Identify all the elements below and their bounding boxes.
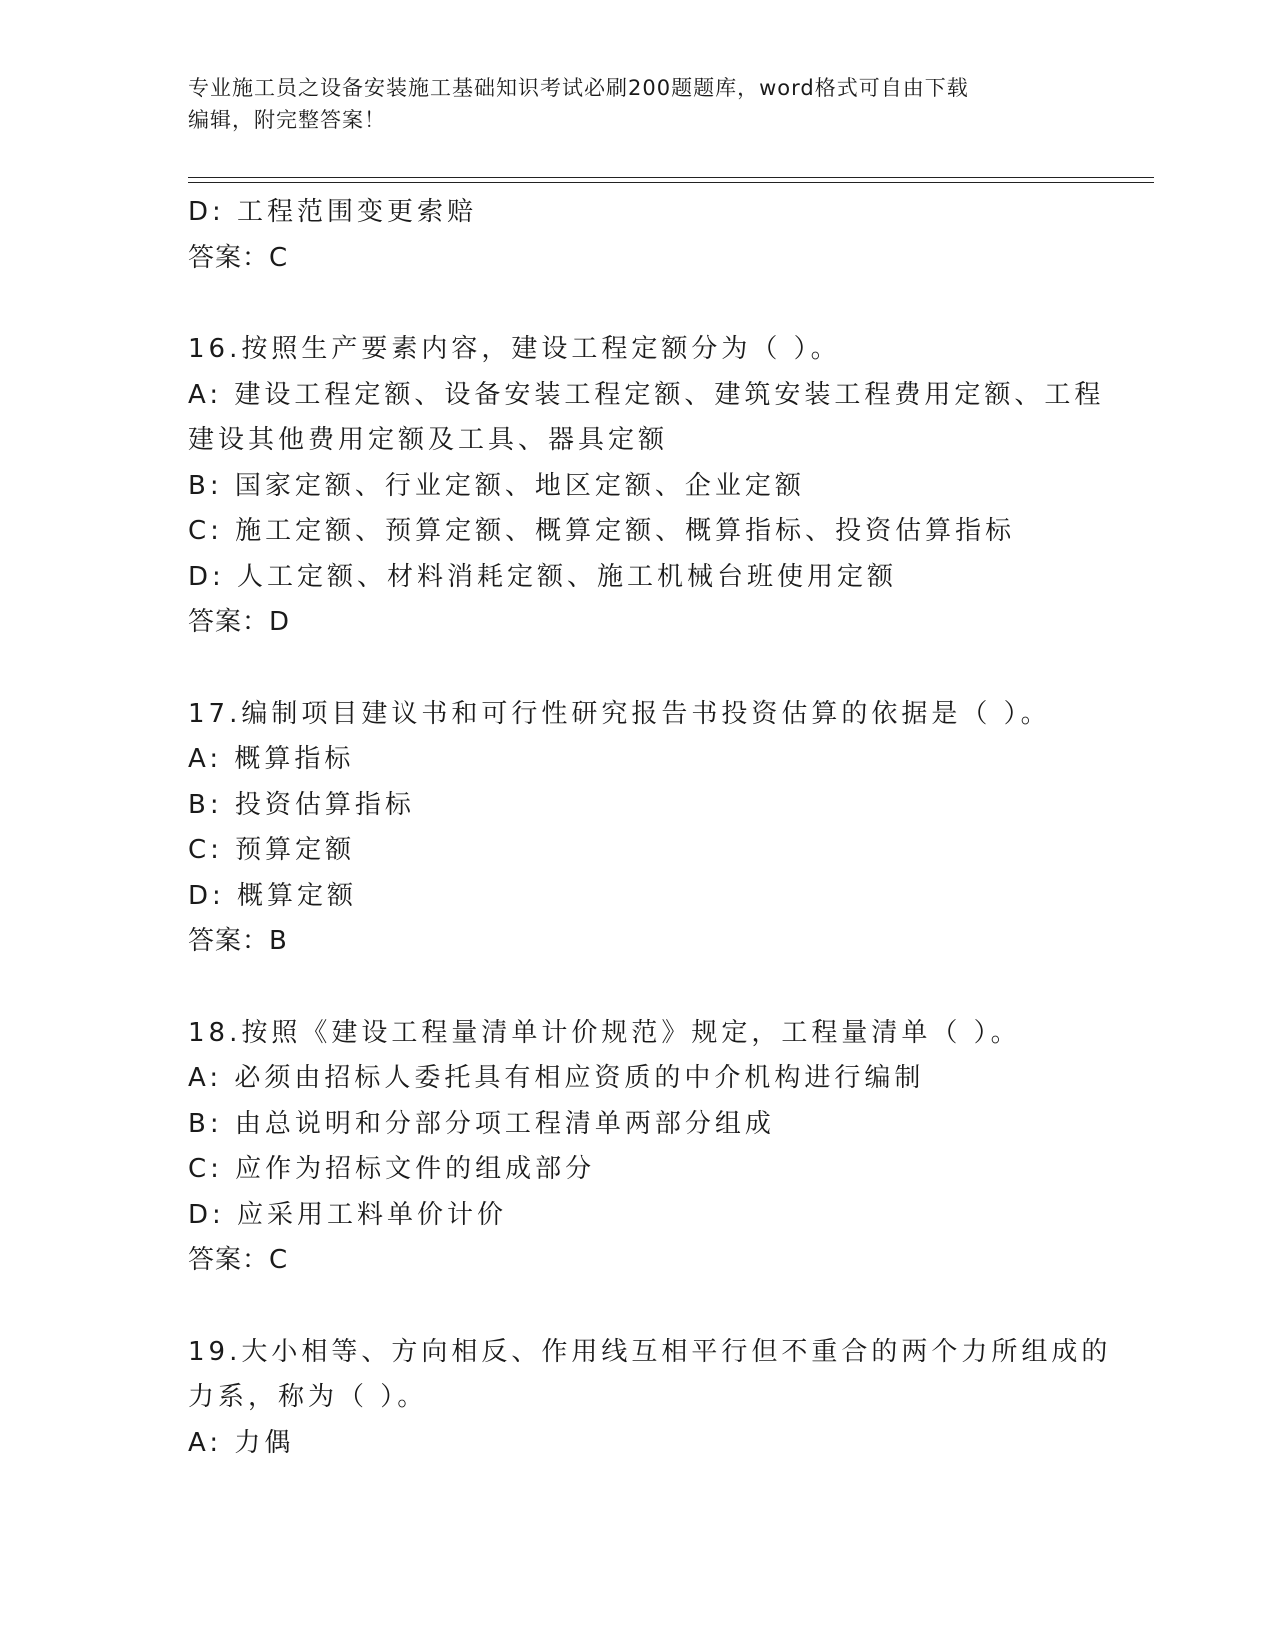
spacer [188, 1284, 1088, 1330]
question-stem-continued: 力系，称为（ ）。 [188, 1382, 428, 1412]
option-b: B: 由总说明和分部分项工程清单两部分组成 [188, 1108, 775, 1139]
option-c: C: 预算定额 [188, 835, 356, 865]
option-b: B: 投资估算指标 [188, 789, 415, 820]
option-a: A: 概算指标 [188, 744, 355, 774]
option-a: A: 建设工程定额、设备安装工程定额、建筑安装工程费用定额、工程 [188, 379, 1105, 410]
option-a: A: 必须由招标人委托具有相应资质的中介机构进行编制 [188, 1063, 925, 1093]
option-b: B: 国家定额、行业定额、地区定额、企业定额 [188, 470, 805, 501]
option-d: D: 应采用工料单价计价 [188, 1199, 508, 1230]
document-header [188, 72, 1088, 136]
spacer [188, 965, 1088, 1011]
answer: 答案：B [188, 926, 288, 956]
option-c: C: 应作为招标文件的组成部分 [188, 1154, 596, 1184]
prev-option-d: D: 工程范围变更索赔 [188, 197, 478, 227]
question-19 [188, 1330, 1112, 1467]
answer: 答案：D [188, 607, 291, 637]
option-d: D: 概算定额 [188, 880, 358, 911]
question-18 [188, 1011, 1088, 1284]
question-16 [188, 327, 1105, 646]
spacer [188, 646, 1088, 692]
option-a: A: 力偶 [188, 1427, 295, 1458]
question-stem: 18.按照《建设工程量清单计价规范》规定，工程量清单（ ）。 [188, 1017, 1021, 1048]
header-title-line-1: 专业施工员之设备安装施工基础知识考试必刷200题题库，word格式可自由下载 [188, 76, 969, 100]
question-stem: 17.编制项目建议书和可行性研究报告书投资估算的依据是（ ）。 [188, 698, 1051, 729]
header-rule-top [188, 177, 1154, 178]
spacer [188, 281, 1088, 327]
option-c: C: 施工定额、预算定额、概算定额、概算指标、投资估算指标 [188, 516, 1016, 546]
header-title-line-2: 编辑，附完整答案！ [188, 108, 386, 132]
question-stem: 19.大小相等、方向相反、作用线互相平行但不重合的两个力所组成的 [188, 1336, 1112, 1367]
question-stem: 16.按照生产要素内容，建设工程定额分为（ ）。 [188, 334, 841, 364]
option-a-continued: 建设其他费用定额及工具、器具定额 [188, 425, 669, 455]
question-17 [188, 692, 1088, 965]
option-d: D: 人工定额、材料消耗定额、施工机械台班使用定额 [188, 561, 898, 592]
answer: 答案：C [188, 1245, 289, 1275]
header-rule-bottom [188, 182, 1154, 183]
prev-answer: 答案：C [188, 242, 289, 273]
question-content [188, 190, 1112, 1466]
